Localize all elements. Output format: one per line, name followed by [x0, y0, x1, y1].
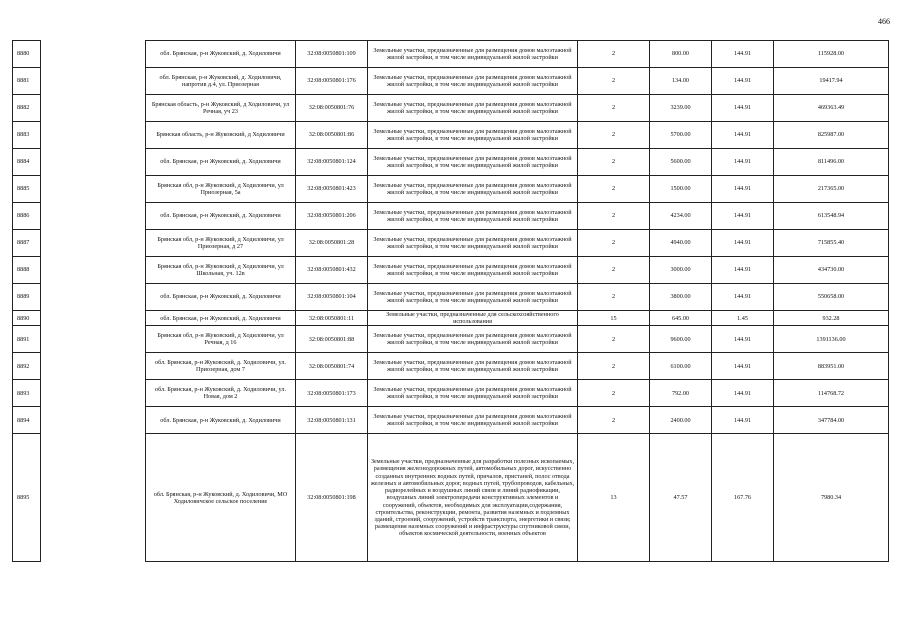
cadastral-value-cell: 115928.00: [774, 41, 889, 68]
cadastral-value-table: [12, 40, 889, 562]
spacer-cell: [41, 149, 146, 176]
cadastral-number-cell: 32:08:0050801:124: [296, 149, 368, 176]
specific-value-cell: 144.91: [712, 68, 774, 95]
row-number-cell: 8891: [13, 326, 41, 353]
cadastral-value-cell: 7980.34: [774, 434, 889, 562]
spacer-cell: [41, 326, 146, 353]
land-use-cell: Земельные участки, предназначенные для размещения домов малоэтажной жилой застройки, в том числе индивидуальной жилой застройки: [368, 326, 578, 353]
table-row: [13, 353, 889, 380]
group-cell: 2: [578, 380, 650, 407]
row-number-cell: 8881: [13, 68, 41, 95]
area-cell: 3239.00: [650, 95, 712, 122]
address-cell: обл. Брянская, р-н Жуковский, д. Ходиловичи: [146, 149, 296, 176]
cadastral-value-cell: 469363.49: [774, 95, 889, 122]
table-row: [13, 284, 889, 311]
land-use-cell: Земельные участки, предназначенные для размещения домов малоэтажной жилой застройки, в том числе индивидуальной жилой застройки: [368, 203, 578, 230]
address-cell: обл. Брянская, р-н Жуковский, д. Ходиловичи: [146, 284, 296, 311]
cadastral-value-cell: 932.28: [774, 311, 889, 326]
cadastral-number-cell: 32:08:0050801:432: [296, 257, 368, 284]
address-cell: обл. Брянская, р-н Жуковский, д. Ходиловичи: [146, 203, 296, 230]
table-row: [13, 149, 889, 176]
cadastral-value-cell: 550658.00: [774, 284, 889, 311]
area-cell: 3000.00: [650, 257, 712, 284]
row-number-cell: 8887: [13, 230, 41, 257]
table-row: [13, 257, 889, 284]
table-row: [13, 176, 889, 203]
specific-value-cell: 1.45: [712, 311, 774, 326]
area-cell: 2400.00: [650, 407, 712, 434]
table-row: [13, 380, 889, 407]
group-cell: 15: [578, 311, 650, 326]
address-cell: обл. Брянская, р-н Жуковский, д. Ходиловичи, напротив д.4, ул. Приозерная: [146, 68, 296, 95]
cadastral-value-cell: 434730.00: [774, 257, 889, 284]
cadastral-value-cell: 883951.00: [774, 353, 889, 380]
land-use-cell: Земельные участки, предназначенные для размещения домов малоэтажной жилой застройки, в том числе индивидуальной жилой застройки: [368, 149, 578, 176]
spacer-cell: [41, 41, 146, 68]
cadastral-number-cell: 32:08:0050801:74: [296, 353, 368, 380]
cadastral-value-cell: 114768.72: [774, 380, 889, 407]
land-use-cell: Земельные участки, предназначенные для размещения домов малоэтажной жилой застройки, в том числе индивидуальной жилой застройки: [368, 407, 578, 434]
row-number-cell: 8894: [13, 407, 41, 434]
specific-value-cell: 144.91: [712, 353, 774, 380]
cadastral-number-cell: 32:08:0050801:206: [296, 203, 368, 230]
group-cell: 2: [578, 353, 650, 380]
area-cell: 1500.00: [650, 176, 712, 203]
address-cell: обл. Брянская, р-н Жуковский, д. Ходиловичи: [146, 407, 296, 434]
area-cell: 800.00: [650, 41, 712, 68]
spacer-cell: [41, 68, 146, 95]
area-cell: 3800.00: [650, 284, 712, 311]
land-use-cell: Земельные участки, предназначенные для размещения домов малоэтажной жилой застройки, в том числе индивидуальной жилой застройки: [368, 380, 578, 407]
land-use-cell: Земельные участки, предназначенные для размещения домов малоэтажной жилой застройки, в том числе индивидуальной жилой застройки: [368, 41, 578, 68]
table-row: [13, 41, 889, 68]
cadastral-number-cell: 32:08:0050801:88: [296, 326, 368, 353]
row-number-cell: 8883: [13, 122, 41, 149]
specific-value-cell: 144.91: [712, 257, 774, 284]
group-cell: 2: [578, 257, 650, 284]
area-cell: 645.00: [650, 311, 712, 326]
land-use-cell: Земельные участки, предназначенные для размещения домов малоэтажной жилой застройки, в том числе индивидуальной жилой застройки: [368, 122, 578, 149]
area-cell: 4940.00: [650, 230, 712, 257]
table-row: [13, 407, 889, 434]
row-number-cell: 8882: [13, 95, 41, 122]
table-row: [13, 95, 889, 122]
group-cell: 2: [578, 149, 650, 176]
land-use-cell: Земельные участки, предназначенные для разработки полезных ископаемых, размещения железнодорожных путей, автомобильных дорог, искусственно созданных внутренних водных путей, причалов, пристаней, полос отвода железных и автомобильных дорог, водных путей, трубопроводов, кабельных, радиорелейных и воздушных линий связи и линий радиофикации, воздушных линий электропередачи конструктивных элементов и сооружений, объектов, необходимых для эксплуатации,содержания, строительства, реконструкции, ремонта, развития наземных и подземных зданий, строений, сооружений, устройств транспорта, энергетики и связи; размещения наземных сооружений и инфраструктуры спутниковой связи, объектов космической деятельности, военных объектов: [368, 434, 578, 562]
area-cell: 47.57: [650, 434, 712, 562]
table-row: [13, 434, 889, 562]
cadastral-value-cell: 19417.94: [774, 68, 889, 95]
cadastral-number-cell: 32:08:0050801:131: [296, 407, 368, 434]
row-number-cell: 8880: [13, 41, 41, 68]
cadastral-value-cell: 811496.00: [774, 149, 889, 176]
cadastral-number-cell: 32:08:0050801:198: [296, 434, 368, 562]
spacer-cell: [41, 95, 146, 122]
specific-value-cell: 144.91: [712, 326, 774, 353]
cadastral-value-cell: 825987.00: [774, 122, 889, 149]
table-row: [13, 230, 889, 257]
table-row: [13, 326, 889, 353]
specific-value-cell: 144.91: [712, 230, 774, 257]
cadastral-value-cell: 1391136.00: [774, 326, 889, 353]
area-cell: 6100.00: [650, 353, 712, 380]
address-cell: Брянская обл, р-н Жуковский, д Ходиловичи, ул Школьная, уч. 12в: [146, 257, 296, 284]
specific-value-cell: 144.91: [712, 176, 774, 203]
area-cell: 792.00: [650, 380, 712, 407]
cadastral-number-cell: 32:08:0050801:104: [296, 284, 368, 311]
address-cell: обл. Брянская, р-н Жуковский, д. Ходиловичи: [146, 41, 296, 68]
row-number-cell: 8888: [13, 257, 41, 284]
row-number-cell: 8895: [13, 434, 41, 562]
table-row: [13, 68, 889, 95]
spacer-cell: [41, 353, 146, 380]
spacer-cell: [41, 176, 146, 203]
specific-value-cell: 167.76: [712, 434, 774, 562]
cadastral-number-cell: 32:08:0050801:173: [296, 380, 368, 407]
spacer-cell: [41, 122, 146, 149]
land-use-cell: Земельные участки, предназначенные для размещения домов малоэтажной жилой застройки, в том числе индивидуальной жилой застройки: [368, 176, 578, 203]
address-cell: обл. Брянская, р-н Жуковский, д. Ходиловичи, МО Ходиловичское сельское поселение: [146, 434, 296, 562]
group-cell: 2: [578, 230, 650, 257]
page-number: 466: [878, 17, 890, 26]
row-number-cell: 8884: [13, 149, 41, 176]
group-cell: 2: [578, 41, 650, 68]
address-cell: обл. Брянская, р-н Жуковский, д. Ходиловичи, ул. Новая, дом 2: [146, 380, 296, 407]
address-cell: Брянская обл, р-н Жуковский, д Ходиловичи, ул Речная, д 16: [146, 326, 296, 353]
table-row: [13, 203, 889, 230]
specific-value-cell: 144.91: [712, 122, 774, 149]
land-use-cell: Земельные участки, предназначенные для размещения домов малоэтажной жилой застройки, в том числе индивидуальной жилой застройки: [368, 284, 578, 311]
specific-value-cell: 144.91: [712, 41, 774, 68]
cadastral-number-cell: 32:08:0050801:176: [296, 68, 368, 95]
land-use-cell: Земельные участки, предназначенные для размещения домов малоэтажной жилой застройки, в том числе индивидуальной жилой застройки: [368, 68, 578, 95]
group-cell: 13: [578, 434, 650, 562]
row-number-cell: 8885: [13, 176, 41, 203]
group-cell: 2: [578, 122, 650, 149]
group-cell: 2: [578, 95, 650, 122]
cadastral-value-cell: 613548.94: [774, 203, 889, 230]
area-cell: 134.00: [650, 68, 712, 95]
row-number-cell: 8892: [13, 353, 41, 380]
spacer-cell: [41, 311, 146, 326]
area-cell: 5700.00: [650, 122, 712, 149]
cadastral-value-cell: 347784.00: [774, 407, 889, 434]
spacer-cell: [41, 284, 146, 311]
group-cell: 2: [578, 284, 650, 311]
cadastral-number-cell: 32:08:0050801:76: [296, 95, 368, 122]
address-cell: Брянская обл, р-н Жуковский, д Ходиловичи, ул Приозерная, 5а: [146, 176, 296, 203]
area-cell: 9600.00: [650, 326, 712, 353]
group-cell: 2: [578, 176, 650, 203]
cadastral-number-cell: 32:08:0050801:423: [296, 176, 368, 203]
address-cell: обл. Брянская, р-н Жуковский, д. Ходиловичи, ул. Приозерная, дом 7: [146, 353, 296, 380]
area-cell: 5600.00: [650, 149, 712, 176]
specific-value-cell: 144.91: [712, 95, 774, 122]
specific-value-cell: 144.91: [712, 203, 774, 230]
row-number-cell: 8886: [13, 203, 41, 230]
land-use-cell: Земельные участки, предназначенные для сельскохозяйственного использования: [368, 311, 578, 326]
cadastral-number-cell: 32:08:0050801:86: [296, 122, 368, 149]
cadastral-number-cell: 32:08:0050801:11: [296, 311, 368, 326]
table-row: [13, 122, 889, 149]
spacer-cell: [41, 407, 146, 434]
group-cell: 2: [578, 326, 650, 353]
cadastral-number-cell: 32:08:0050801:109: [296, 41, 368, 68]
group-cell: 2: [578, 203, 650, 230]
specific-value-cell: 144.91: [712, 380, 774, 407]
row-number-cell: 8889: [13, 284, 41, 311]
spacer-cell: [41, 380, 146, 407]
specific-value-cell: 144.91: [712, 407, 774, 434]
area-cell: 4234.00: [650, 203, 712, 230]
spacer-cell: [41, 434, 146, 562]
address-cell: Брянская область, р-н Жуковский, д Ходиловичи, ул Речная, уч 23: [146, 95, 296, 122]
row-number-cell: 8893: [13, 380, 41, 407]
specific-value-cell: 144.91: [712, 284, 774, 311]
cadastral-value-cell: 217365.00: [774, 176, 889, 203]
cadastral-value-cell: 715855.40: [774, 230, 889, 257]
land-use-cell: Земельные участки, предназначенные для размещения домов малоэтажной жилой застройки, в том числе индивидуальной жилой застройки: [368, 257, 578, 284]
spacer-cell: [41, 203, 146, 230]
land-use-cell: Земельные участки, предназначенные для размещения домов малоэтажной жилой застройки, в том числе индивидуальной жилой застройки: [368, 230, 578, 257]
address-cell: обл. Брянская, р-н Жуковский, д. Ходиловичи: [146, 311, 296, 326]
land-use-cell: Земельные участки, предназначенные для размещения домов малоэтажной жилой застройки, в том числе индивидуальной жилой застройки: [368, 95, 578, 122]
land-use-cell: Земельные участки, предназначенные для размещения домов малоэтажной жилой застройки, в том числе индивидуальной жилой застройки: [368, 353, 578, 380]
group-cell: 2: [578, 68, 650, 95]
spacer-cell: [41, 257, 146, 284]
table-row: [13, 311, 889, 326]
spacer-cell: [41, 230, 146, 257]
address-cell: Брянская область, р-н Жуковский, д Ходиловичи: [146, 122, 296, 149]
group-cell: 2: [578, 407, 650, 434]
specific-value-cell: 144.91: [712, 149, 774, 176]
address-cell: Брянская обл, р-н Жуковский, д Ходиловичи, ул Приозерная, д 27: [146, 230, 296, 257]
cadastral-number-cell: 32:08:0050801:28: [296, 230, 368, 257]
row-number-cell: 8890: [13, 311, 41, 326]
